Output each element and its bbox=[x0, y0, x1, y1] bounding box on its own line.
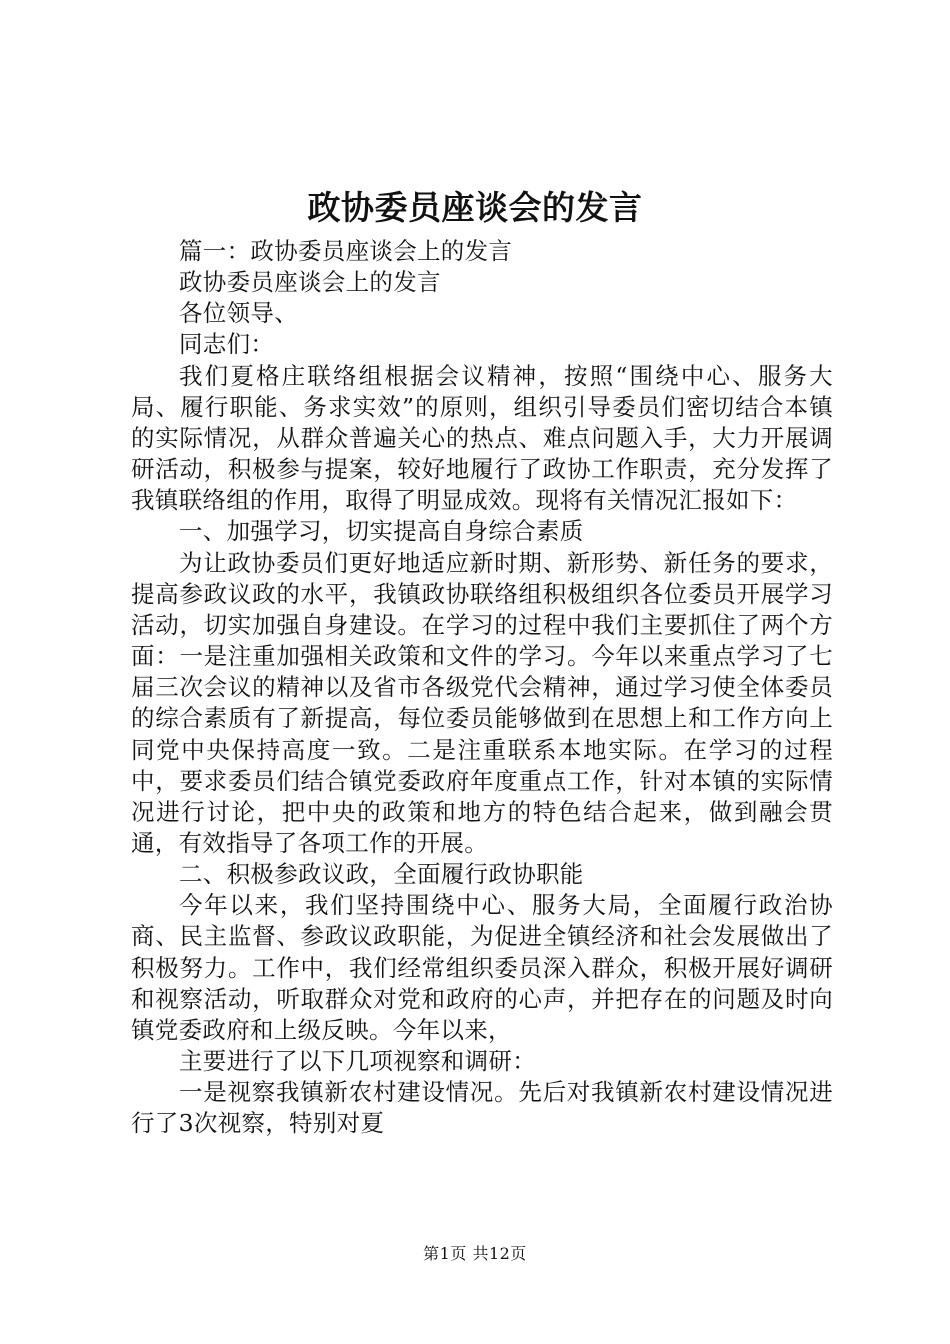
document-body bbox=[131, 236, 833, 1140]
section-heading: 一、加强学习，切实提高自身综合素质 bbox=[179, 517, 584, 546]
text-line: 同志们： bbox=[179, 330, 275, 359]
paragraph: 今年以来，我们坚持围绕中心、服务大局，全面履行政治协商、民主监督、参政议政职能，为促进全镇经济和社会发展做出了积极努力。工作中，我们经常组织委员深入群众，积极开展好调研和视察活动，听取群众对党和政府的心声，并把存在的问题及时向镇党委政府和上级反映。今年以来， bbox=[131, 891, 833, 1044]
text-line: 篇一：政协委员座谈会上的发言 bbox=[179, 237, 513, 265]
text-line: 政协委员座谈会上的发言 bbox=[179, 268, 441, 297]
paragraph: 一是视察我镇新农村建设情况。先后对我镇新农村建设情况进行了3次视察，特别对夏 bbox=[131, 1078, 833, 1138]
paragraph: 为让政协委员们更好地适应新时期、新形势、新任务的要求，提高参政议政的水平，我镇政协联络组积极组织各位委员开展学习活动，切实加强自身建设。在学习的过程中我们主要抓住了两个方面：一是注重加强相关政策和文件的学习。今年以来重点学习了七届三次会议的精神以及省市各级党代会精神，通过学习使全体委员的综合素质有了新提高，每位委员能够做到在思想上和工作方向上同党中央保持高度一致。二是注重联系本地实际。在学习的过程中，要求委员们结合镇党委政府年度重点工作，针对本镇的实际情况进行讨论，把中央的政策和地方的特色结合起来，做到融会贯通，有效指导了各项工作的开展。 bbox=[131, 548, 833, 857]
text-line: 各位领导、 bbox=[179, 299, 298, 328]
section-heading: 二、积极参政议政，全面履行政协职能 bbox=[179, 860, 584, 889]
document-title: 政协委员座谈会的发言 bbox=[307, 188, 643, 227]
paragraph: 我们夏格庄联络组根据会议精神，按照“围绕中心、服务大局、履行职能、务求实效”的原则，组织引导委员们密切结合本镇的实际情况，从群众普遍关心的热点、难点问题入手，大力开展调研活动，积极参与提案，较好地履行了政协工作职责，充分发挥了我镇联络组的作用，取得了明显成效。现将有关情况汇报如下： bbox=[131, 361, 833, 515]
page-number-footer: 第1页 共12页 bbox=[423, 1244, 527, 1263]
paragraph: 主要进行了以下几项视察和调研： bbox=[179, 1047, 536, 1076]
